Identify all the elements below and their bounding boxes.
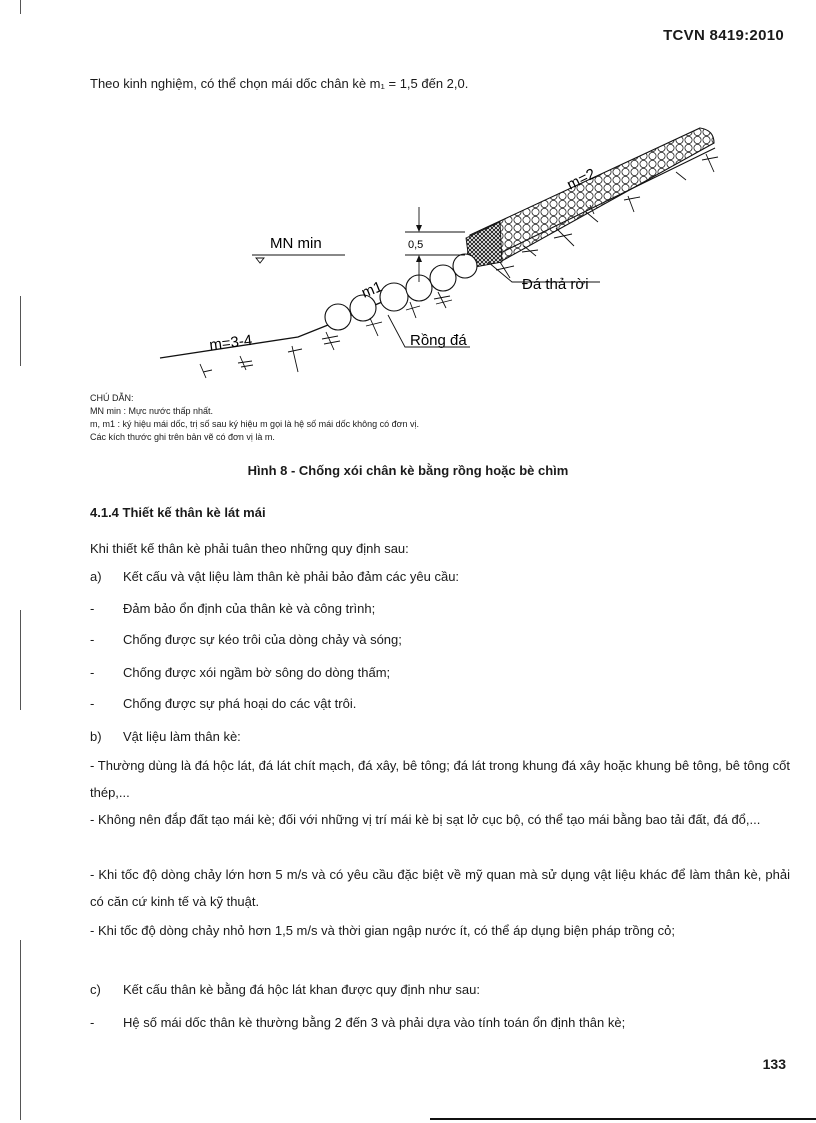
gabion-mattress [466,128,714,266]
standard-code: TCVN 8419:2010 [663,27,784,44]
list-item-text: Hệ số mái dốc thân kè thường bằng 2 đến 3 và phải dựa vào tính toán ổn định thân kè; [123,1015,626,1030]
section-intro: Khi thiết kế thân kè phải tuân theo những quy định sau: [90,541,409,556]
list-marker: - [90,632,95,647]
list-item [90,665,790,680]
page-number: 133 [762,1056,786,1072]
binding-margin-line [20,296,21,366]
list-item-text: Chống được sự kéo trôi của dòng chảy và sóng; [123,632,402,647]
notes-title: CHÚ DẪN: [90,393,134,403]
list-marker: a) [90,569,102,584]
list-marker: - [90,665,95,680]
list-item-text: Chống được xói ngầm bờ sông do dòng thấm; [123,665,391,680]
list-marker: b) [90,729,102,744]
list-item-text: Kết cấu và vật liệu làm thân kè phải bảo đảm các yêu cầu: [123,569,460,584]
list-item-text: Chống được sự phá hoại do các vật trôi. [123,696,357,711]
label-mn-min: MN min [270,235,322,252]
list-marker: - [90,1015,95,1030]
dimension-arrow-head-top [416,225,422,232]
list-item-text: Kết cấu thân kè bằng đá hộc lát khan được quy định như sau: [123,982,480,997]
list-marker: c) [90,982,101,997]
label-rong-da: Rồng đá [410,332,467,349]
binding-margin-line [20,0,21,14]
intro-text: Theo kinh nghiệm, có thể chọn mái dốc chân kè m₁ = 1,5 đến 2,0. [90,76,469,91]
binding-margin-line [20,940,21,1120]
list-item-text: Đảm bảo ổn định của thân kè và công trình; [123,601,376,616]
list-marker: - [90,696,95,711]
section-heading: 4.1.4 Thiết kế thân kè lát mái [90,505,266,520]
paragraph: - Khi tốc độ dòng chảy nhỏ hơn 1,5 m/s và thời gian ngập nước ít, có thể áp dụng biện pháp trồng cỏ; [90,923,675,938]
label-m1: m1 [359,278,385,302]
notes-line-1: MN min : Mực nước thấp nhất. [90,406,213,416]
label-dim-05: 0,5 [408,239,424,251]
list-item-b [90,729,790,744]
list-item-text: Vật liệu làm thân kè: [123,729,241,744]
list-item [90,696,790,711]
list-item [90,1015,790,1030]
label-m2: m=2 [564,165,599,194]
paragraph: - Không nên đắp đất tạo mái kè; đối với những vị trí mái kè bị sạt lở cục bộ, có thể tạo mái bằng bao tải đất, đá đổ,... [90,812,761,827]
notes-line-2: m, m1 : ký hiệu mái dốc, trị số sau ký hiệu m gọi là hệ số mái dốc không có đơn vị. [90,419,420,429]
figure-caption: Hình 8 - Chống xói chân kè bằng rồng hoặc bè chìm [247,463,569,478]
rong-da-circles [325,254,477,330]
footer-rule [430,1118,816,1120]
list-marker: - [90,601,95,616]
notes-line-3: Các kích thước ghi trên bản vẽ có đơn vị là m. [90,432,275,442]
list-item-a [90,569,790,584]
binding-margin-line [20,610,21,710]
paragraph: - Khi tốc độ dòng chảy lớn hơn 5 m/s và có yêu cầu đặc biệt về mỹ quan mà sử dụng vật liệu khác để làm thân kè, phải có căn cứ kinh tế và kỹ thuật. [90,867,790,909]
list-item [90,601,790,616]
list-item-c [90,982,790,997]
dimension-arrow-head-bottom [416,255,422,262]
list-item [90,632,790,647]
figure-notes [90,392,419,444]
label-da-tha-roi: Đá thả rời [522,276,589,293]
water-level-symbol [256,258,264,263]
figure-8-diagram [150,120,730,385]
label-m34: m=3-4 [208,331,254,354]
paragraph: - Thường dùng là đá hộc lát, đá lát chít mạch, đá xây, bê tông; đá lát trong khung đá xây hoặc khung bê tông, bê tông cốt thép,... [90,758,790,800]
